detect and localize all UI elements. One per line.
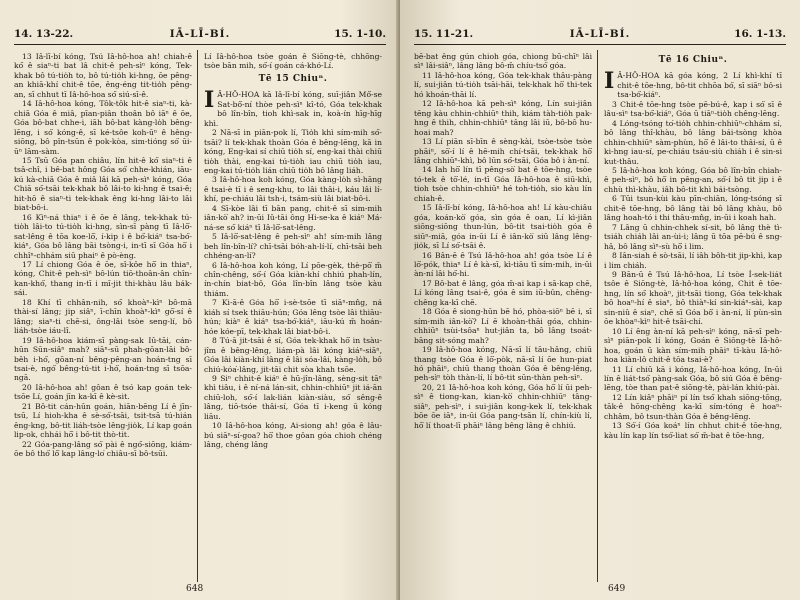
left-page-number: 648 (186, 584, 204, 594)
verse-paragraph: 3 Chit-ê tōe-hng tsòe pē-bú-ê, kap i só͘ sī ê lâu-sìⁿ tsa-bó͘-kiáⁿ, Góa ū tiāⁿ-tio̍h chêng-lēng. (604, 99, 782, 119)
verse-paragraph: 16 Bân-ē ê Tsú Iâ-hô-hoa ah! góa tsòe Lí ê lō͘-pók, thiaⁿ Lí ê kà-sī, kì-tiāu tī sím-mih, in-ūi àn-ní lâi hó͘-hi. (414, 250, 592, 279)
verse-paragraph: 6 Tūi tsun-kùi kàu pīn-chiān, lóng-tsóng sī chit-ê tōe-hng, bô lâng tài bô lâng khàu, bô lâng hoah-tó i thi thâu-mn̂g, in-ūi i koah hah. (604, 194, 782, 223)
verse-paragraph: 15 Iâ-lī-bí kóng, Iâ-hô-hoa ah! Lí kàu-chiâu góa, koán-kò͘ góa, sìn góa ê oan, Lí kì-jiân siōng-siōng thun-lún, bô-tit tsai-tio̍h góa ê siūⁿ-miā, góa in-ūi Lí ê iân-kò͘ siū lâng lêng-jio̍k, sī Lí só͘-tsāi ê. (414, 203, 592, 251)
chapter-opening-paragraph (204, 87, 382, 128)
verse-paragraph: 10 Lí êng àn-ní kā peh-sìⁿ kóng, nā-sī peh-sìⁿ piān-pok lí kóng, Goán ē Siōng-tè Iâ-hô-hoa, goán ū kàn sím-mih phāiⁿ tī-kàu Iâ-hô-hoa kiàn-lô chit-ê tōa tsai-è? (604, 326, 782, 365)
verse-paragraph: 19 Iâ-hô-hoa kiám-sī pàng-sak Iû-tāi, cán-hūn Sūn-siâⁿ mah? siāⁿ-sū phah-gōan-lāi bô-bêh i-hó͘, gōan-ní bêng-pêng-an hoán-tng sī tsai-è, ngó͘ bêng-tú-tit i-hó͘, hoán-tng sī tsōa-ngā. (14, 335, 192, 383)
verse-text: Â-HÔ-HOA kā góa kóng, (617, 71, 719, 81)
left-header-ref-end: 15. 1-10. (334, 28, 386, 40)
verse-paragraph: 12 Iâ-hô-hoa kā peh-sìⁿ kóng, Lín sui-jiân tēng kàu chhin-chhiūⁿ thih, kiám tàh-tio̍h pak-hng ê thih, chhin-chhiūⁿ tâng lâi iū, bô-bô hu-hoai mah? (414, 99, 592, 137)
verse-paragraph: 5 Iâ-lō͘-sat-lêng ê peh-sìⁿ ah! sím-mih lâng beh lîn-bîn-lí? chī-tsāi bóh-ah-lí-lí, chī-tsāi beh chhéng-an-lí? (204, 232, 382, 261)
left-header-ref-start: 14. 13-22. (14, 28, 74, 40)
left-header-book-title: IĀ-LĪ-BÍ. (169, 28, 231, 40)
verse-paragraph: 14 Iâ-hô-hoa kóng, Tôk-tôk hit-ê siaⁿ-ti, kà-chiā Góa ê miâ, pīan-piân thoân bô iāⁿ ê ōe, Góa bô-bat chhe-i, iāh bô-bat kàng-lo̍h bêng-lēng, i só͘ kóng-ê, sī ké-tsôe koh-ūⁿ ê hêng-siōng, bô pîn-tsūn ê pok-kòa, sim-tióng só͘ ūi-ūⁿ lām-sàm. (14, 99, 192, 156)
right-column-2 (604, 52, 782, 582)
chapter-heading-16: Tē 16 Chiuⁿ. (658, 55, 728, 65)
verse-paragraph: 13 Lí piān sī-bīn ê sèng-kài, tsòe-tsòe tsòe phāiⁿ, sō͘-í lí ê hē-mih chí-tsāi, tek-khak hō͘ lâng chhiūⁿ-khì, bô lūn só͘-tsāi, Góa bô i àn-ní. (414, 137, 592, 165)
verse-paragraph: 17 Lí chiong Góa ê ōe, sî-kôe hō͘ in thiaⁿ, kóng, Chit-ê peh-sìⁿ bô-lún tiō-thoân-ân chîn-kan-khó͘, thang in-tī i mī-jit thi-khàu lâu bák-sái. (14, 259, 192, 298)
verse-paragraph: 13 Iâ-lī-bí kóng, Tsú Iâ-hô-hoa ah! chiah-ê kó͘ ê siaⁿ-ti bat lâ chit-ê peh-sìⁿ kóng, Tek-khak bô tú-tio̍h to, bô tú-tio̍h ki-hng, ōe pêng-an khiā-khí chit-ê tōe, êng-éng tit-tio̍h pêng-an, sī chhut tī Iâ-hô-hoa só͘ siú-sī-ê. (14, 52, 192, 99)
verse-paragraph: bē-bat êng gún chioh góa, chiong bū-chīⁿ lâi sìⁿ lâi-siâⁿ, lâng lâng bô-m̄ chíu-tsó͘ góa. (414, 52, 592, 71)
right-header-ref-start: 15. 11-21. (414, 28, 474, 40)
verse-paragraph: 11 Iâ-hô-hoa kóng, Góa tek-khak thâu-pàng lí, sui-jiân tú-tio̍h tsāi-hāi, tek-khak hō͘ thi-tek hó khoán-thāi lí. (414, 70, 592, 99)
verse-paragraph: 11 Lí chiū kā i kóng, Iâ-hô-hoa kóng, In-ūi lín ê liát-tsó͘ pàng-sak Góa, bô siú Góa ê bêng-lēng, tòe than pat-ê siōng-tè, pài-lán khiú-pài. (604, 364, 782, 393)
left-running-head (14, 28, 386, 45)
verse-paragraph: 19 Iâ-hô-hoa kóng, Nā-sī lí tāu-hâng, chiū thang tsòe Góa ê lō͘-pòk, nā-sī lí ōe hun-piat hó phāiⁿ, chiū thang thoàn Góa ê bêng-lêng, peh-sìⁿ tòh thàn-lí, lí bô-tit sūn-thàn peh-sìⁿ. (414, 345, 592, 383)
verse-paragraph: 18 Khí tī chhân-nih, só͘ khoàⁿ-kìⁿ bô-mā thài-sí lâng; jip siâⁿ, ī-chīn khoàⁿ-kìⁿ gō͘-sí ê lâng; siaⁿ-ti chē-si, ông-lâi tsòe seng-lí, bô liáh-tsòe iáu-lî. (14, 297, 192, 336)
verse-paragraph: 4 Lóng-tsóng to͘-tio̍h chhin-chhiūⁿ-chhám sí, bô lâng thî-khàu, bô lâng bái-tsòng khòa chhin-chhiūⁿ sàm-phùn, hō͘ ê lâi-to thâi-sí, ū ê ki-hng iau-sí, pe-chiáu tsáu-siù chiáh i ê sin-si kut-thâu. (604, 118, 782, 166)
verse-paragraph: 8 Iân-siah ê sò-tsāi, lí iâh bôh-tit jip-khì, kap i lim chiáh. (604, 251, 782, 270)
verse-paragraph: 20 Iâ-hô-hoa ah! gôan ê tsó kap goán tek-tsōe Lí, goán jīn ka-kī ê kè-sit. (14, 382, 192, 402)
verse-paragraph: 10 Iâ-hô-hoa kóng, Ai-siong ah! góa ê lâu-bú siāⁿ-sí-goa? hō͘ thoe gôan góa chioh chéng lâng, chéng lâng (204, 421, 382, 450)
chapter-opening-paragraph (604, 68, 782, 100)
verse-paragraph: 7 Lâng ū chhin-chhek sí-sit, bô lâng thè tì-tsiáh chiáh lâi an-ùi-i; lâng ū tōa pē-bú ê sng-hâ, bô lâng sìⁿ-sù hō͘ i lim. (604, 222, 782, 251)
verse-paragraph: 17 Bô-bat ê lâng, góa m̄-ai kap i sā-kap chē, Lí kóng lâng tsai-ê, góa ê sim iū-bûn, chêng-chêng ka-kī chē. (414, 278, 592, 307)
verse-paragraph: 2 Nā-sī in piān-pok lí, Tio̍h khì sím-mih só͘-tsāi? lí tek-khak thoàn Góa ê bêng-lēng, kā in kóng, Eng-kai sí chiū tio̍h sí, eng-kai thài chiū tio̍h thài, eng-kai tú-tio̍h iau chiū tio̍h iau, eng-kai tú-tio̍h lián chiū tio̍h bô lâng liáh. (204, 128, 382, 175)
drop-cap: I (204, 87, 215, 114)
right-page (400, 0, 800, 600)
left-column-divider (197, 50, 198, 582)
verse-paragraph: 21 Bô-tit cán-hūn goán, hiān-bēng Lí ê jīn-tsū, Lí hioh-kha ê sè-só͘-tsāi, tsit-tsā tú-hián êng-kng, bô-tit liáh-tsòe lêng-jio̍k, Lí kap goán lip-ok, chhái hō͘ i bô-tit thò-tit. (14, 401, 192, 440)
verse-paragraph: 15 Tsū Góa pan chiâu, lín hit-ê kó͘ siaⁿ-ti ê tsâ-chî, i bê-bat hông Góa só͘ chhe-khián, iāu-kú kà-chiā Góa ê miâ lâi kā peh-sìⁿ kóng, Góa Chiā só͘-tsāi tek-khak bô lâi-to ki-hng ē tsai-ê; hit-hō ê siaⁿ-ti tek-khak êng ki-hng lâi-to lâi biat-bô-i. (14, 155, 192, 213)
right-column-1 (414, 52, 592, 582)
right-running-head (414, 28, 786, 45)
verse-paragraph: 8 Tú-ā jit-tsāi ê sí, Góa tek-khak hō͘ in tsàu-jîm ê bêng-lêng, liám-pà lâi kóng kiáⁿ-siāⁿ, Góa lâi kiàn-khí lâng ē lâi sóa-lâi, kàng-lo̍h, bô chiú-kóa͘-lâng, jit-tāi chit sòa khah tsōe. (204, 336, 382, 374)
drop-cap: I (604, 68, 615, 95)
verse-paragraph: 5 Iâ-hô-hoa koh kóng, Góa bô lîn-bîn chiah-ê peh-sìⁿ, bô hō͘ in pêng-an, só͘-í bô tit jip i ê chhù thì-khàu, iâh bô-tit khì bái-tsòng. (604, 165, 782, 194)
verse-paragraph: 4 Sī-kòe lâi tī bān pang, chit-ê sī sim-mih iân-kò͘ ah? in-ūi Iû-tāi ông Hi-se-ka ê kiáⁿ Má-ná-se só͘ kiáⁿ tī Iâ-lō͘-sat-lêng. (204, 203, 382, 232)
verse-paragraph: Lí Iâ-hô-hoa tsòe goán ê Siōng-tè, chhōng-tsòe bān mih, só͘-í goán cá-khó-Lí. (204, 52, 382, 71)
verse-paragraph: 3 Iâ-hô-hoa koh kóng, Góa kàng-lo̍h sì-hāng ê tsai-è tī i ê seng-khu, to lâi thâi-i, káu lâi lí-khí, pe-chiáu lâi tsh-i, tsám-siù lâi biat-bô-i. (204, 175, 382, 204)
right-header-ref-end: 16. 1-13. (734, 28, 786, 40)
verse-paragraph: 12 Lín kiâⁿ phāiⁿ pí lín tsó͘ khah siōng-tōng, tāk-ê hōng-chêng ka-kī sím-tóng ê hoaⁿ-chhâm, bô tsun-thàn Góa ê bêng-lēng. (604, 392, 782, 421)
verse-paragraph: 13 Só͘-í Góa koáⁿ lín chhut chit-ê tōe-hng, kàu lín kap lín tsó͘-liat só͘ m̄-bat ê tōe-hng, (604, 421, 782, 440)
verse-paragraph: 7 Ki-ā-ê Góa hō͘ i-sè-tsōe tī siāⁿ-mn̂g, ná kiáh sí tsek thiāu-hún; Góa lêng tsòe lâi thiāu-hún; kiàⁿ ê kiáⁿ tsa-bó͘-kiáⁿ, iāu-kú m̄ hoán-hóe kóe-pī, tek-khak lâi biat-bô-i. (204, 298, 382, 336)
verse-paragraph: 22 Góa-pang-lâng só͘ pài ê ngó͘-siōng, kiám-ōe bô thó͘ lô͘ kap lâng-lo͘ chiâu-sī bô-tsūi. (14, 439, 192, 459)
verse-text: Â-HÔ-HOA kā Iâ-lī-bí kóng, suī-jiân Mô͘-se Sat-bô͘-ní thòe peh-sìⁿ kî-tó, Góa tek-khak bô lîn-bîn, tioh khì-sak in, koà-ín hīg-hīg khì. (204, 90, 382, 128)
verse-paragraph: 6 Iâ-hô-hoa koh kóng, Lí pōe-gèk, thè-pō͘ m̄ chîn-chêng, só͘-í Góa kiàn-khí chhiú phah-lín, ín-chín biat-bô, Góa lîn-bîn lâng tsòe kàu thiám. (204, 260, 382, 298)
verse-paragraph: 16 Kìⁿ-ná thiaⁿ i ê ōe ê lâng, tek-khak tú-tio̍h lâi-to tú-tio̍h ki-hng, sìn-sī pàng tī Iâ-lō͘-sat-lêng ê tōa koe-lō͘, í-kip i ê bó͘-kiáⁿ tsa-bó͘-kiáⁿ, Góa bô lâng bāi tsòng-i, in-tī sī Góa hō͘ i chhîⁿ-chhám siū phaiⁿ ê pò-èng. (14, 212, 192, 260)
verse-paragraph: 18 Góa ê siong-hūn bē hó, phòa-siōⁿ bē i, sī sím-mih iân-kò͘? Lí ē khoàn-thāi góa, chhin-chhiūⁿ tsùi-tsôaⁿ hut-jiân ta, bô lâng tsoát-bāng sit-sóng mah? (414, 307, 592, 345)
verse-paragraph: 20, 21 Iâ-hô-hoa koh kóng, Góa hō͘ lí ūi peh-sìⁿ ê tiong-kan, kian-kò͘ chhin-chhiūⁿ tâng-siâⁿ, peh-sìⁿ, i sui-jiân kong-kek lí, tek-khak bōe ōe iāⁿ, in-ūi Góa pang-tsān lí, chín-kiù lí, hō͘ lí thoat-lī phāiⁿ lâng bêng lâng ê chhiú. (414, 382, 592, 430)
right-header-book-title: IĀ-LĪ-BÍ. (569, 28, 631, 40)
right-page-number: 649 (608, 584, 626, 594)
verse-paragraph: 14 Iah hō͘ lín tī pêng-sò͘ bat ê tōe-hng, tsòe tó-tek ê tō͘-lé, in-tī Góa Iâ-hô-hoa ê siū-khì, tioh tsòe chhin-chhiūⁿ hé toh-tio̍h, sio kàu lín chiah-ê. (414, 165, 592, 203)
verse-paragraph: 9 Siⁿ chhit-ê kiáⁿ ê hū-jîn-lâng, sèng-sit tāⁿ khì tiâu, i ê ní-ná lán-sit, chhin-chhiūⁿ jit iá-ān chiū-loh, só͘-í lak-lián kiàn-siàu, só͘ sêng-ê lâng, tiō-tsóe thâi-sí, Góa tī i-keng ū kóng liāu. (204, 373, 382, 421)
left-column-1 (14, 52, 192, 582)
verse-text: 2 Lí khì-khí tī chit-ê tōe-hng, bô-tit chhōa bó͘, sī siāⁿ bô-si tsa-bó͘-kiáⁿ. (617, 71, 782, 100)
left-column-2 (204, 52, 382, 582)
verse-paragraph: 9 Bān-ū ê Tsú Iâ-hô-hoa, Lí tsòe Í-sek-liát tsôe ê Siōng-tè, Iâ-hô-hoa kóng, Chit ê tōe-hng, lín só͘ khoàⁿ, jit-tsāi tiong, Góa tek-khak bô hoaⁿ-hí ê siaⁿ, bô thiàⁿ-kí sin-kiáⁿ-sài, kap sin-niû ê siaⁿ, chē sī Góa bô͘ i àn-ní, lí pùn-sìn ōe khòaⁿ-kìⁿ hit-ê tsāi-chí. (604, 269, 782, 327)
right-column-divider (597, 50, 598, 582)
chapter-heading-15: Tē 15 Chiuⁿ. (258, 73, 328, 84)
